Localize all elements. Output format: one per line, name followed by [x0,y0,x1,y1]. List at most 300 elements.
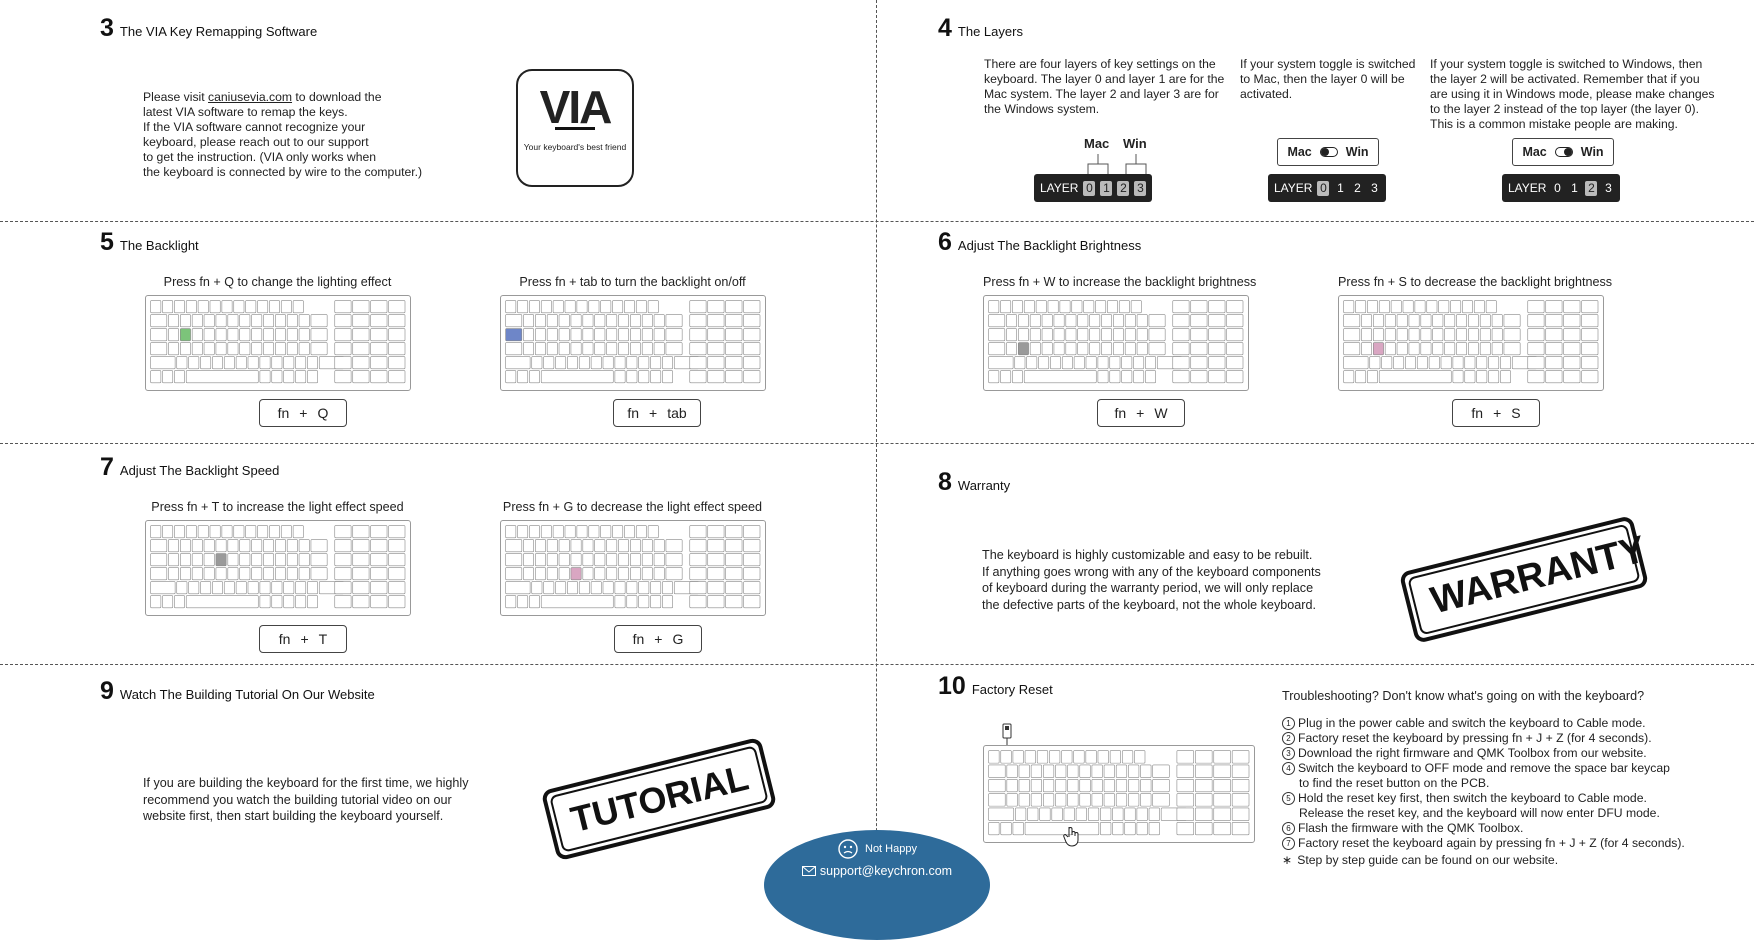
keycap [1062,751,1073,764]
keycap [506,329,522,341]
keycap [1137,822,1148,835]
keycap [1107,301,1117,313]
keycap [1113,822,1124,835]
keycap [299,540,309,552]
keycap [559,554,569,566]
keycap [162,301,172,313]
keycap [204,315,214,327]
keycap [1361,343,1371,355]
keycap [216,343,226,355]
keycap [1429,357,1439,369]
keycap [726,315,742,327]
support-email-link[interactable]: support@keychron.com [819,864,953,878]
keycap [1214,808,1231,821]
keycap [228,329,238,341]
keycap [311,343,327,355]
system-toggle-mac [1277,138,1379,166]
keycap [1191,343,1207,355]
keycap [1355,371,1365,383]
key-combo [1452,399,1540,427]
keycap [335,329,351,341]
keycap [651,596,661,608]
keycap [618,329,628,341]
keycap [1232,765,1249,778]
keycap [577,301,587,313]
keycap [1344,301,1354,313]
keycap [618,343,628,355]
keycap [1177,779,1194,792]
keycap [690,301,706,313]
keycap [1344,343,1360,355]
keycap [1173,343,1189,355]
layer-key: 0 [1083,181,1095,196]
keycap [1068,794,1079,807]
key-combo [1097,399,1185,427]
system-toggle-win [1512,138,1614,166]
keycap [1025,751,1036,764]
keycap [1232,779,1249,792]
keycap [1528,301,1544,313]
text-line: There are four layers of key settings on the [984,57,1216,71]
keycap [287,315,297,327]
keycap [1038,357,1048,369]
keycap [1433,315,1443,327]
keycap [263,343,273,355]
keycap [555,357,565,369]
keycap [311,329,327,341]
key-combo [259,399,347,427]
keycap [726,371,742,383]
keycap [1344,371,1354,383]
keycap [228,540,238,552]
keycap [1153,779,1170,792]
keycap [589,301,599,313]
keycap [1379,301,1389,313]
keycap [1477,357,1487,369]
keycap [1214,822,1231,835]
keycap [287,554,297,566]
keycap [618,554,628,566]
keycap [535,554,545,566]
keycap [1173,329,1189,341]
keycap [744,371,760,383]
keycap [1195,779,1212,792]
keycap [240,554,250,566]
keycap [1066,329,1076,341]
keycap [636,526,646,538]
keycap [607,568,617,580]
keycap [1177,751,1194,764]
keycap [1001,751,1012,764]
section-6-title [938,228,1141,257]
step-item [1282,776,1685,791]
keycap [1030,343,1040,355]
keycap [1209,343,1225,355]
keycap [1054,343,1064,355]
keycap [1095,301,1105,313]
keycap [1195,751,1212,764]
keycap [1564,315,1580,327]
keycap [1141,765,1152,778]
keycap [299,554,309,566]
keycap [1042,315,1052,327]
keycap [1074,751,1085,764]
keycap [192,343,202,355]
combo-plus: + [654,631,663,647]
keycap [246,301,256,313]
keycap [260,596,270,608]
tutorial-stamp [541,737,778,862]
keycap [642,343,652,355]
text-line: If your system toggle is switched [1240,57,1416,71]
layer-key: 2 [1585,181,1597,196]
keycap [1504,315,1520,327]
keycap [204,329,214,341]
keycap [389,315,405,327]
keycap [1433,343,1443,355]
keycap [1031,765,1042,778]
keycap [989,751,1000,764]
keycap [1012,301,1022,313]
keycap [1528,357,1544,369]
keycap [744,540,760,552]
keycap [535,540,545,552]
keycap [1024,371,1096,383]
keycap [1031,779,1042,792]
win-layer-description [1430,57,1715,132]
keycap [1007,765,1018,778]
keycap [212,582,222,594]
keyboard-diagram [500,520,766,616]
keycap [1066,315,1076,327]
keycap [529,526,539,538]
keycap [1528,315,1544,327]
keycap [708,540,724,552]
keycap [571,568,581,580]
keycap [189,357,199,369]
keycap [1564,301,1580,313]
keycap [1040,808,1051,821]
keycap [353,568,369,580]
keycap [1173,315,1189,327]
combo-key: tab [667,405,687,421]
keycap [1433,329,1443,341]
win-label: Win [1345,145,1369,159]
keycap [200,357,210,369]
keycap [335,568,351,580]
keycap [662,371,672,383]
keycap [1101,315,1111,327]
keycap [601,526,611,538]
keycap [275,568,285,580]
keycap [1177,794,1194,807]
keycap [216,329,226,341]
keycap [1116,794,1127,807]
keycap [553,526,563,538]
keycap [1149,808,1160,821]
keycap [1119,301,1129,313]
keycap [1100,822,1111,835]
keycap [1134,357,1144,369]
keycap [1445,315,1455,327]
keycap [506,582,531,594]
keycap [591,582,601,594]
keycap [1101,329,1111,341]
keycap [583,315,593,327]
keycap [506,357,531,369]
keycap [162,596,172,608]
layer-bracket-lines [1084,152,1154,176]
sad-face-icon [837,838,859,860]
keycap [615,596,625,608]
keycap [523,315,533,327]
reset-steps [1282,716,1685,868]
keycap [708,554,724,566]
keycap [307,371,317,383]
keycap [353,526,369,538]
keycap [228,554,238,566]
keycap [744,526,760,538]
layer-bar-all [1034,174,1152,202]
keycap [624,526,634,538]
keycap [389,568,405,580]
keycap [690,540,706,552]
section-heading: Factory Reset [971,682,1053,697]
keycap [151,371,161,383]
keycap [989,765,1006,778]
support-badge[interactable] [764,830,990,940]
keycap [1128,765,1139,778]
keycap [198,526,208,538]
keycap [1098,751,1109,764]
keycap [1582,315,1598,327]
step-text: Hold the reset key first, then switch the keyboard to Cable mode. [1298,791,1647,805]
keycap [371,315,387,327]
keycap [744,343,760,355]
combo-plus: + [649,405,658,421]
keycap [639,596,649,608]
keycap [228,315,238,327]
step-number: 3 [1282,747,1295,760]
keycap [287,568,297,580]
keycap [240,540,250,552]
keycap [517,526,527,538]
keycap [744,568,760,580]
keycap [272,357,282,369]
text-line: website first, then start building the keyboard yourself. [143,809,444,823]
keycap [1191,357,1207,369]
keycap [389,371,405,383]
caption: Press fn + S to decrease the backlight brightness [1338,275,1613,289]
keycap [353,329,369,341]
keycap [744,301,760,313]
keycap [666,568,682,580]
keycap [1027,357,1037,369]
keycap [1013,822,1024,835]
keycap [234,301,244,313]
keycap [1043,765,1054,778]
keycap [1173,357,1189,369]
combo-key: Q [317,405,329,421]
keycap [252,554,262,566]
keycap [654,540,664,552]
keycap [639,371,649,383]
keycap [1421,343,1431,355]
keycap [1367,371,1377,383]
keycap [1137,808,1148,821]
keycap [506,343,522,355]
keycap [1232,808,1249,821]
keycap [1076,808,1087,821]
keycap [547,343,557,355]
keycap [654,315,664,327]
keycap [353,596,369,608]
keycap [1098,371,1108,383]
keycap [1492,315,1502,327]
keycap [1195,808,1212,821]
keycap [506,301,516,313]
keycap [1019,794,1030,807]
step-item [1282,791,1685,806]
keycap [1054,329,1064,341]
toggle-switch-icon [1555,147,1573,157]
combo-key: T [318,631,328,647]
section-number: 8 [938,468,952,496]
keycap [1500,371,1510,383]
keycap [296,371,306,383]
keycap [571,329,581,341]
keycap [654,343,664,355]
keyboard-diagram [145,520,411,616]
keycap [1546,371,1562,383]
keycap [666,329,682,341]
keycap [1382,357,1392,369]
text-line: to Mac, then the layer 0 will be [1240,72,1405,86]
keycap [1355,301,1365,313]
keycap [1064,808,1075,821]
keycap [216,315,226,327]
keycap [168,540,178,552]
layer-key: 1 [1100,181,1112,196]
keycap [263,540,273,552]
combo-key: S [1511,405,1521,421]
keycap [151,596,161,608]
keycap [275,315,285,327]
step-number: 2 [1282,732,1295,745]
keycap [1137,315,1147,327]
text-line: If the VIA software cannot recognize your [143,120,366,134]
keycap [1086,751,1097,764]
keycap [1125,822,1136,835]
keycap [1036,301,1046,313]
keycap [708,526,724,538]
hand-pointer-icon [1063,825,1081,847]
keycap [1092,779,1103,792]
keycap [263,554,273,566]
keycap [651,582,661,594]
keycap [744,329,760,341]
keycap [1153,765,1170,778]
layer-key: 1 [1571,180,1578,195]
keycap [648,526,658,538]
keycap [204,554,214,566]
keycap [726,540,742,552]
keycap [1474,301,1484,313]
section-7-title [100,453,279,482]
caption: Press fn + T to increase the light effect speed [151,500,404,514]
keycap [690,568,706,580]
keycap [666,343,682,355]
keycap [1492,329,1502,341]
keycap [618,540,628,552]
step-item [1282,821,1685,836]
keycap [1403,301,1413,313]
text-line: latest VIA software to remap the keys. [143,105,348,119]
keycap [151,568,167,580]
keycap [708,329,724,341]
keycap [293,526,303,538]
keycap [1546,329,1562,341]
keycap [1068,765,1079,778]
keycap [272,582,282,594]
keycap [192,568,202,580]
stamp-text: WARRANTY [1407,524,1641,636]
keycap [601,301,611,313]
keycap [506,554,522,566]
keycap [583,554,593,566]
keycap [690,357,706,369]
keycap [1177,822,1194,835]
keycap [168,554,178,566]
keycap [189,582,199,594]
keycap [151,540,167,552]
keycap [603,357,613,369]
keycap [690,329,706,341]
keycap [1227,371,1243,383]
keycap [630,568,640,580]
keycap [1090,315,1100,327]
horizontal-divider [0,443,1754,444]
keycap [299,315,309,327]
combo-key: fn [1471,405,1484,421]
section-8-title [938,468,1010,497]
keycap [1068,779,1079,792]
keycap [1110,371,1120,383]
keycap [506,526,516,538]
keycap [389,301,405,313]
toggle-switch-icon [1320,147,1338,157]
keycap [1137,343,1147,355]
keycap [180,343,190,355]
keycap [1052,808,1063,821]
key-combo [614,625,702,653]
keycap [1104,765,1115,778]
keycap [371,329,387,341]
keycap [1110,751,1121,764]
keycap [174,301,184,313]
keycap [989,329,1005,341]
keycap [535,315,545,327]
section-heading: Warranty [957,478,1011,493]
via-link[interactable]: caniusevia.com [208,90,293,104]
keycap [353,357,369,369]
keycap [216,568,226,580]
keycap [989,315,1005,327]
keycap [1084,301,1094,313]
horizontal-divider [0,221,1754,222]
keycap [690,343,706,355]
keycap [311,568,327,580]
